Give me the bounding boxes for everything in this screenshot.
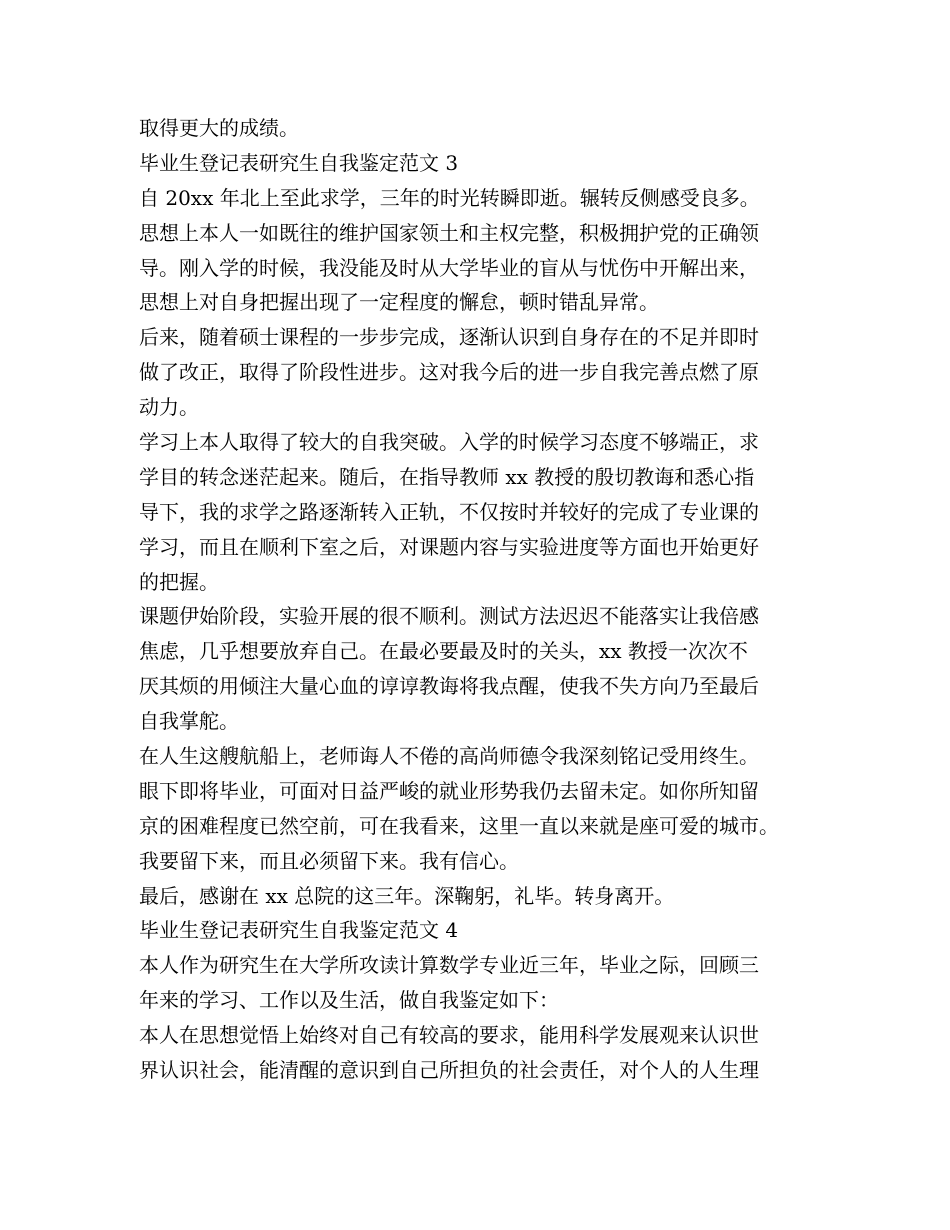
text-line: 厌其烦的用倾注大量心血的谆谆教诲将我点醒，使我不失方向乃至最后 bbox=[139, 674, 759, 699]
text-line: 后来，随着硕士课程的一步步完成，逐渐认识到自身存在的不足并即时 bbox=[139, 325, 759, 350]
text-line: 本人在思想觉悟上始终对自己有较高的要求，能用科学发展观来认识世 bbox=[139, 1023, 759, 1048]
text-line: 本人作为研究生在大学所攻读计算数学专业近三年，毕业之际，回顾三 bbox=[139, 953, 759, 978]
text-line: 的把握。 bbox=[139, 569, 219, 594]
text-line: 思想上对自身把握出现了一定程度的懈怠，顿时错乱异常。 bbox=[139, 290, 659, 315]
text-line: 做了改正，取得了阶段性进步。这对我今后的进一步自我完善点燃了原 bbox=[139, 360, 759, 385]
text-line: 焦虑，几乎想要放弃自己。在最必要最及时的关头，xx 教授一次次不 bbox=[139, 639, 748, 664]
text-line: 界认识社会，能清醒的意识到自己所担负的社会责任，对个人的人生理 bbox=[139, 1058, 759, 1083]
text-line: 眼下即将毕业，可面对日益严峻的就业形势我仍去留未定。如你所知留 bbox=[139, 778, 759, 803]
text-line: 京的困难程度已然空前，可在我看来，这里一直以来就是座可爱的城市。 bbox=[139, 813, 779, 838]
text-line: 课题伊始阶段，实验开展的很不顺利。测试方法迟迟不能落实让我倍感 bbox=[139, 604, 759, 629]
text-line: 我要留下来，而且必须留下来。我有信心。 bbox=[139, 848, 519, 873]
text-line: 自 20xx 年北上至此求学，三年的时光转瞬即逝。辗转反侧感受良多。 bbox=[139, 185, 760, 210]
text-line: 导下，我的求学之路逐渐转入正轨，不仅按时并较好的完成了专业课的 bbox=[139, 499, 759, 524]
text-line: 学习，而且在顺利下室之后，对课题内容与实验进度等方面也开始更好 bbox=[139, 534, 759, 559]
text-line: 年来的学习、工作以及生活，做自我鉴定如下： bbox=[139, 988, 559, 1013]
text-line: 自我掌舵。 bbox=[139, 709, 239, 734]
text-line: 学习上本人取得了较大的自我突破。入学的时候学习态度不够端正，求 bbox=[139, 430, 759, 455]
section-heading: 毕业生登记表研究生自我鉴定范文 4 bbox=[139, 918, 459, 943]
text-line: 导。刚入学的时候，我没能及时从大学毕业的盲从与忧伤中开解出来， bbox=[139, 255, 759, 280]
section-heading: 毕业生登记表研究生自我鉴定范文 3 bbox=[139, 150, 459, 175]
document-body bbox=[139, 111, 839, 1088]
text-line: 最后，感谢在 xx 总院的这三年。深鞠躬，礼毕。转身离开。 bbox=[139, 883, 675, 908]
text-line: 取得更大的成绩。 bbox=[139, 116, 299, 140]
text-line: 思想上本人一如既往的维护国家领土和主权完整，积极拥护党的正确领 bbox=[139, 220, 759, 245]
text-line: 动力。 bbox=[139, 395, 199, 420]
text-line: 学目的转念迷茫起来。随后，在指导教师 xx 教授的殷切教诲和悉心指 bbox=[139, 464, 755, 489]
text-line: 在人生这艘航船上，老师诲人不倦的高尚师德令我深刻铭记受用终生。 bbox=[139, 744, 759, 769]
